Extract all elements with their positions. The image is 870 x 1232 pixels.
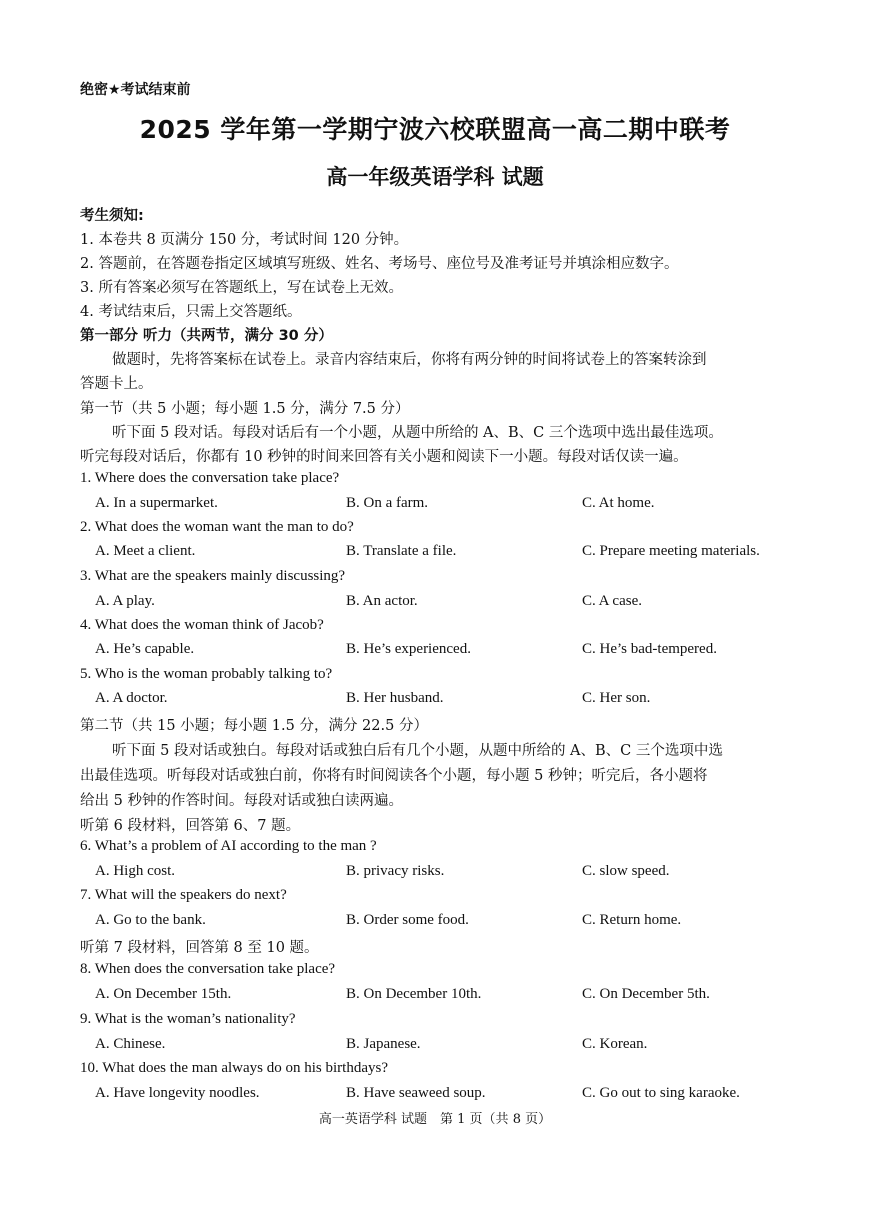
secret-label: 绝密★考试结束前 (80, 82, 191, 98)
option-a: A. A doctor. (95, 690, 168, 706)
option-b: B. On a farm. (346, 495, 429, 511)
question-stem: 8. When does the conversation take place? (80, 961, 336, 977)
question-stem: 10. What does the man always do on his birthdays? (80, 1060, 388, 1076)
option-b: B. On December 10th. (346, 986, 482, 1002)
part1-heading: 第一部分 听力（共两节，满分 30 分） (80, 328, 333, 344)
notice-item: 3. 所有答案必须写在答题纸上，写在试卷上无效。 (80, 280, 403, 296)
question-stem: 3. What are the speakers mainly discussing? (80, 568, 346, 584)
option-a: A. High cost. (95, 863, 175, 879)
option-b: B. Japanese. (346, 1036, 421, 1052)
material-label: 听第 7 段材料，回答第 8 至 10 题。 (80, 940, 319, 956)
option-a: A. Have longevity noodles. (95, 1085, 260, 1101)
exam-subtitle: 高一年级英语学科 试题 (326, 165, 544, 189)
option-a: A. On December 15th. (95, 986, 232, 1002)
option-b: B. Order some food. (346, 912, 469, 928)
option-a: A. Meet a client. (95, 543, 196, 559)
option-c: C. slow speed. (582, 863, 670, 879)
option-c: C. Go out to sing karaoke. (582, 1085, 740, 1101)
option-c: C. Korean. (582, 1036, 648, 1052)
option-a: A. Go to the bank. (95, 912, 206, 928)
option-c: C. Prepare meeting materials. (582, 543, 760, 559)
option-b: B. An actor. (346, 593, 418, 609)
option-a: A. He’s capable. (95, 641, 195, 657)
section1-intro: 听下面 5 段对话。每段对话后有一个小题，从题中所给的 A、B、C 三个选项中选出最佳选项。 (112, 425, 723, 441)
option-c: C. On December 5th. (582, 986, 710, 1002)
option-a: A. Chinese. (95, 1036, 166, 1052)
notice-item: 4. 考试结束后，只需上交答题纸。 (80, 304, 302, 320)
part1-intro: 答题卡上。 (80, 376, 153, 392)
question-stem: 9. What is the woman’s nationality? (80, 1011, 296, 1027)
section2-intro: 听下面 5 段对话或独白。每段对话或独白后有几个小题，从题中所给的 A、B、C 三个选项中选 (112, 743, 723, 759)
question-stem: 5. Who is the woman probably talking to? (80, 666, 333, 682)
notice-heading: 考生须知: (80, 208, 144, 224)
option-a: A. In a supermarket. (95, 495, 218, 511)
notice-item: 2. 答题前，在答题卷指定区域填写班级、姓名、考场号、座位号及准考证号并填涂相应数字。 (80, 256, 679, 272)
section1-heading: 第一节（共 5 小题；每小题 1.5 分，满分 7.5 分） (80, 401, 410, 417)
section2-intro: 给出 5 秒钟的作答时间。每段对话或独白读两遍。 (80, 793, 403, 809)
option-a: A. A play. (95, 593, 155, 609)
option-b: B. He’s experienced. (346, 641, 471, 657)
part1-intro: 做题时，先将答案标在试卷上。录音内容结束后，你将有两分钟的时间将试卷上的答案转涂到 (112, 352, 707, 368)
option-b: B. privacy risks. (346, 863, 445, 879)
material-label: 听第 6 段材料，回答第 6、7 题。 (80, 818, 301, 834)
option-c: C. Her son. (582, 690, 651, 706)
question-stem: 4. What does the woman think of Jacob? (80, 617, 324, 633)
question-stem: 7. What will the speakers do next? (80, 887, 287, 903)
option-c: C. He’s bad-tempered. (582, 641, 717, 657)
notice-item: 1. 本卷共 8 页满分 150 分，考试时间 120 分钟。 (80, 232, 409, 248)
exam-title: 2025 学年第一学期宁波六校联盟高一高二期中联考 (139, 115, 731, 144)
section2-intro: 出最佳选项。听每段对话或独白前，你将有时间阅读各个小题，每小题 5 秒钟；听完后，各小题将 (80, 768, 708, 784)
question-stem: 6. What’s a problem of AI according to the man ? (80, 838, 377, 854)
option-c: C. Return home. (582, 912, 682, 928)
option-b: B. Her husband. (346, 690, 444, 706)
page-footer: 高一英语学科 试题 第 1 页（共 8 页） (318, 1112, 552, 1127)
option-c: C. At home. (582, 495, 655, 511)
section1-intro: 听完每段对话后，你都有 10 秒钟的时间来回答有关小题和阅读下一小题。每段对话仅读一遍。 (80, 449, 688, 465)
option-b: B. Translate a file. (346, 543, 457, 559)
question-stem: 2. What does the woman want the man to do? (80, 519, 354, 535)
question-stem: 1. Where does the conversation take place? (80, 470, 340, 486)
option-b: B. Have seaweed soup. (346, 1085, 486, 1101)
option-c: C. A case. (582, 593, 642, 609)
section2-heading: 第二节（共 15 小题；每小题 1.5 分，满分 22.5 分） (80, 718, 428, 734)
